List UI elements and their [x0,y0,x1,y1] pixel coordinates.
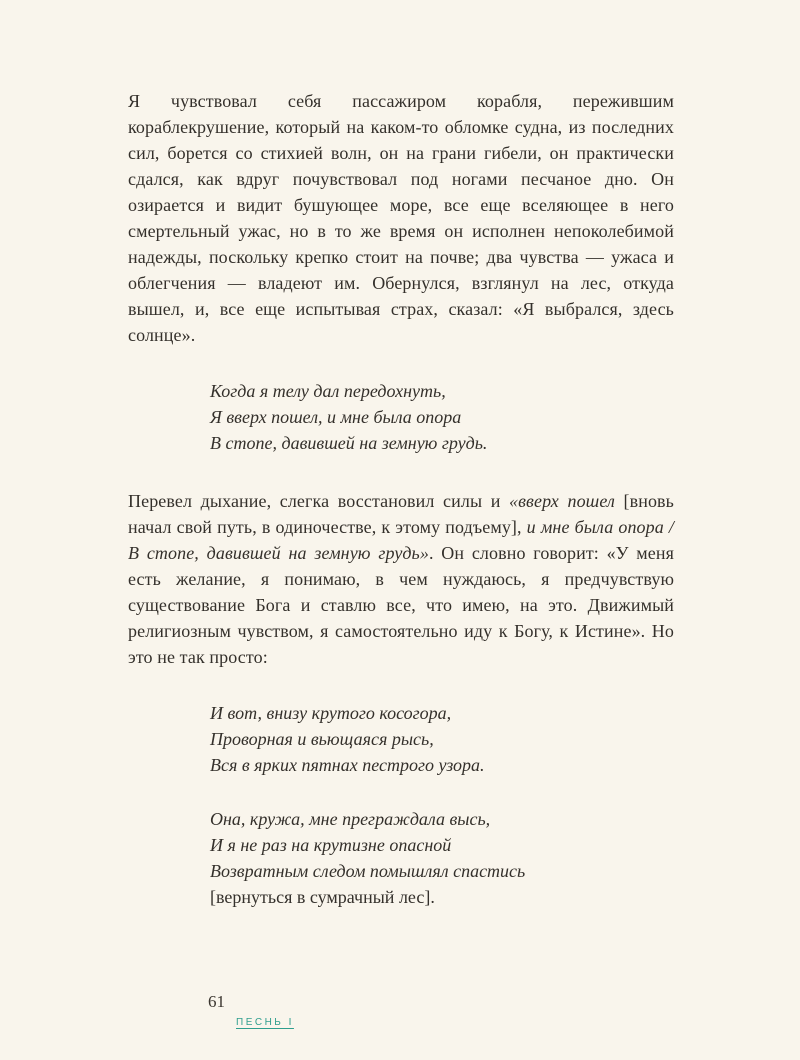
verse-line: В стопе, давившей на земную грудь. [210,433,488,453]
page-number: 61 [208,992,225,1011]
verse-line: И я не раз на крутизне опасной [210,835,452,855]
verse-line: Вся в ярких пятнах пестрого узора. [210,755,485,775]
running-title-link[interactable]: ПЕСНЬ I [236,1017,294,1028]
verse-line: Возвратным следом помышлял спастись [210,861,526,881]
paragraph-shipwreck: Я чувствовал себя пассажиром корабля, пережившим кораблекрушение, который на каком-то обломке судна, из последних сил, борется со стихией волн, он на грани гибели, он практически сдался, как вдруг почувствовал под ногами песчаное дно. Он озирается и видит бушующее море, все еще вселяющее в него смертельный ужас, но в то же время он исполнен непоколебимой надежды, поскольку крепко стоит на почве; два чувства — ужаса и облегчения — владеют им. Обернулся, взглянул на лес, откуда вышел, и, все еще испытывая страх, сказал: «Я выбрался, здесь солнце». [128,91,674,345]
verse-quote-2-stanza-2 [210,806,674,910]
verse-line: Когда я телу дал передохнуть, [210,381,446,401]
verse-line: Проворная и вьющаяся рысь, [210,729,434,749]
verse-line: Я вверх пошел, и мне была опора [210,407,462,427]
verse-line: И вот, внизу крутого косогора, [210,703,452,723]
verse-line-editorial-note: [вернуться в сумрачный лес]. [210,887,435,907]
paragraph-commentary: Перевел дыхание, слегка восстановил силы и «вверх пошел [вновь начал свой путь, в одиночестве, к этому подъему], и мне была опора / В стопе, давившей на земную грудь». Он словно говорит: «У меня есть желание, я понимаю, в чем нуждаюсь, я предчувствую существование Бога и ставлю все, что имею, на это. Движимый религиозным чувством, я самостоятельно иду к Богу, к Истине». Но это не так просто: [128,491,674,667]
page-footer [208,992,294,1030]
verse-quote-2-stanza-1 [210,700,674,778]
verse-quote-1 [210,378,674,456]
verse-line: Она, кружа, мне преграждала высь, [210,809,491,829]
